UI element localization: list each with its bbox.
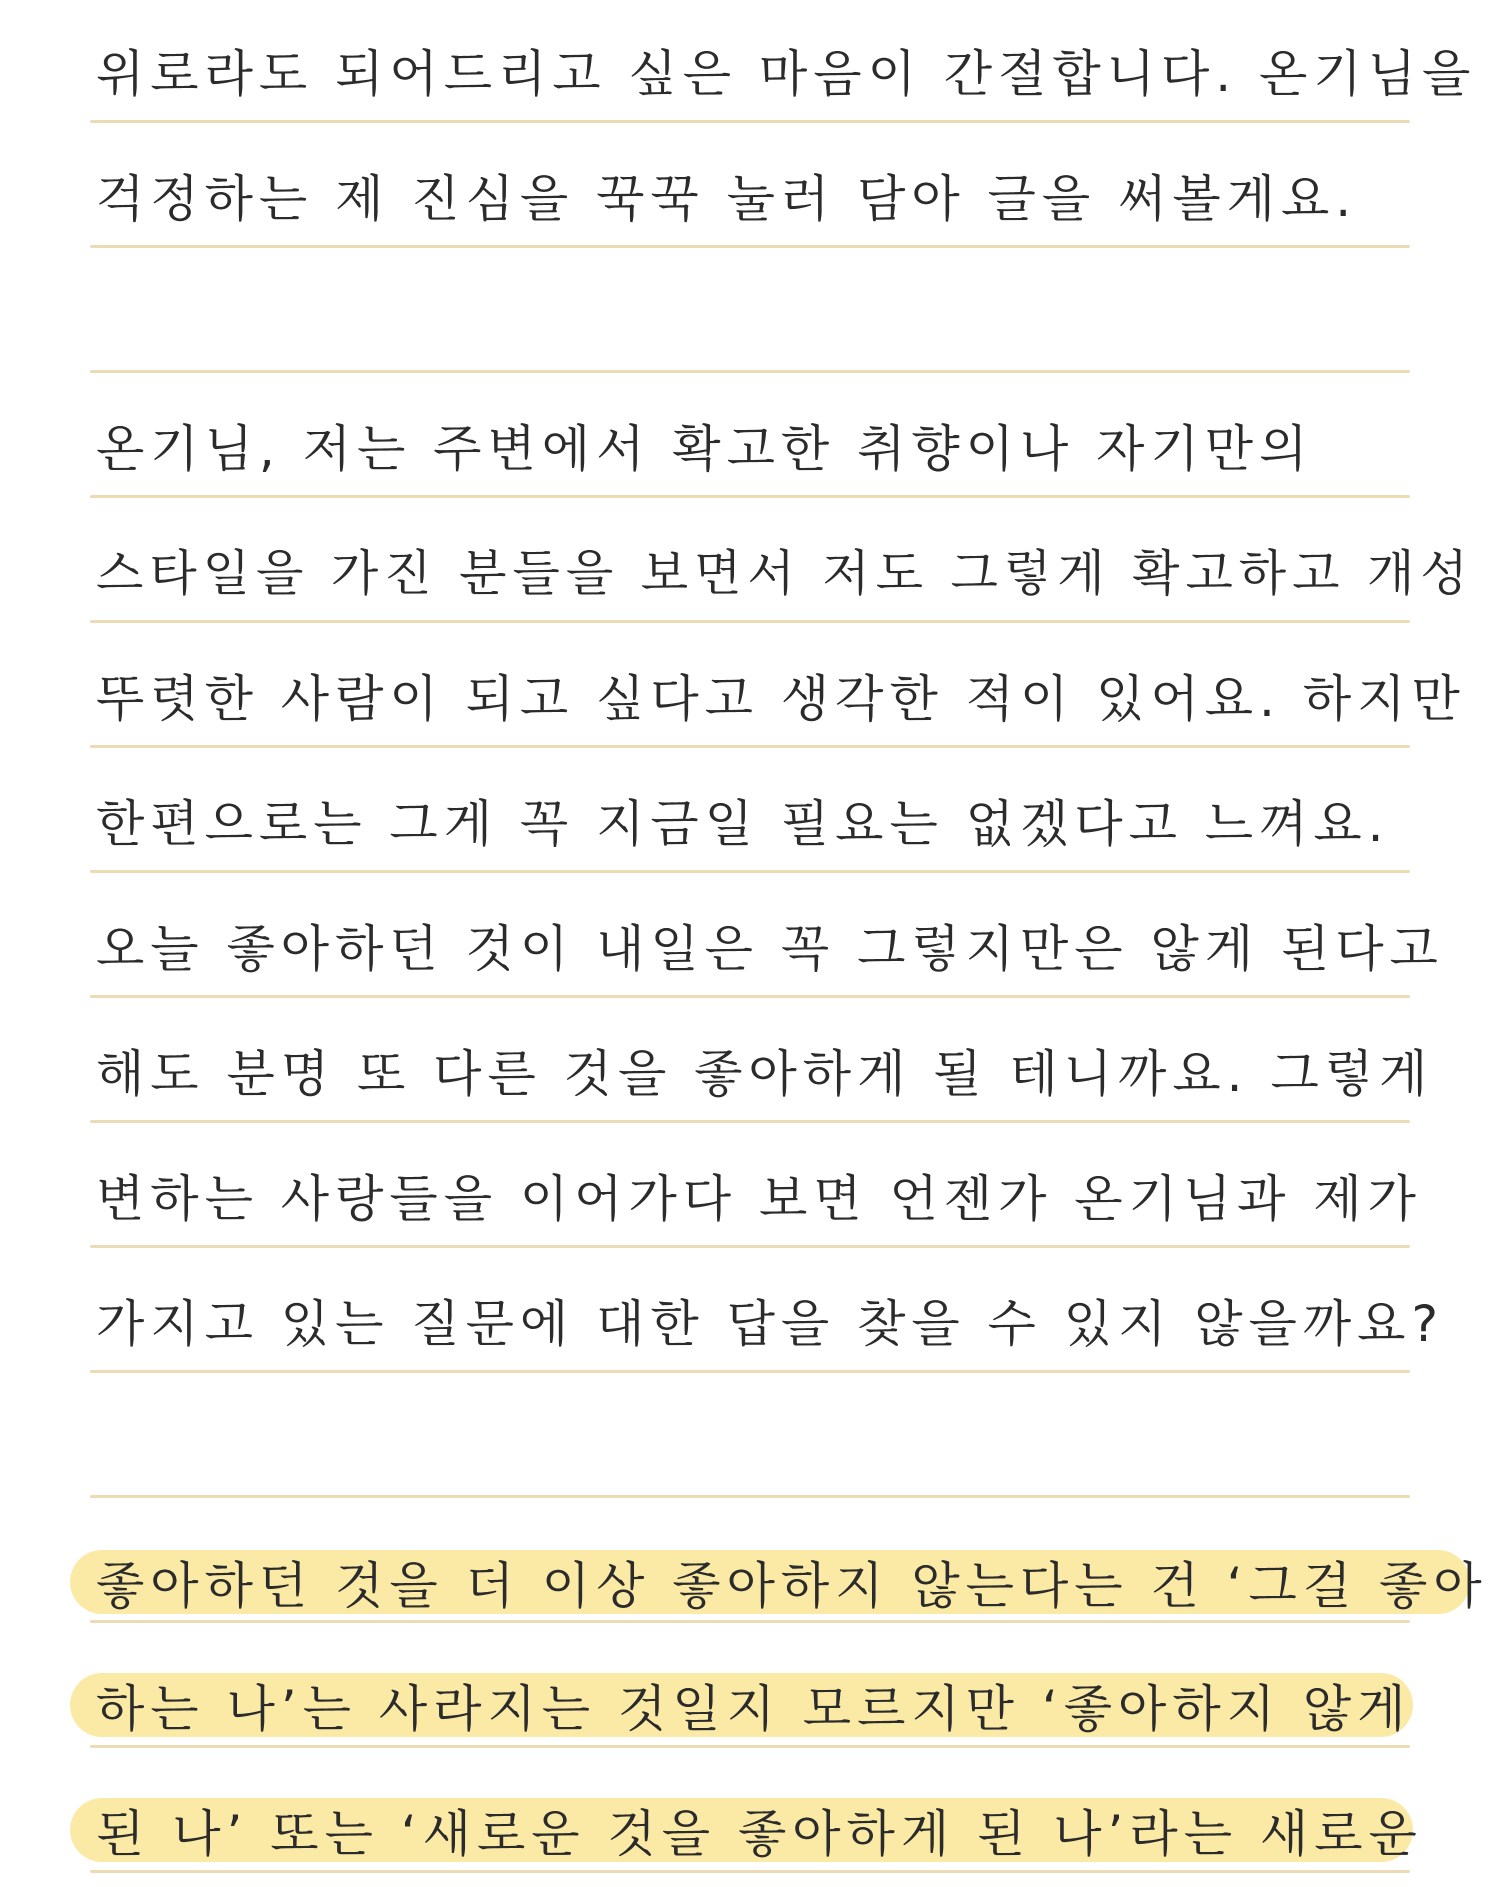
- ruled-line: [90, 1370, 1410, 1373]
- ruled-line: [90, 245, 1410, 248]
- ruled-line: [90, 120, 1410, 123]
- ruled-line: [90, 995, 1410, 998]
- letter-line: 하는 나’는 사라지는 것일지 모르지만 ‘좋아하지 않게: [96, 1680, 1412, 1738]
- letter-line: 된 나’ 또는 ‘새로운 것을 좋아하게 된 나’라는 새로운: [96, 1805, 1423, 1863]
- letter-line: 변하는 사랑들을 이어가다 보면 언젠가 온기님과 제가: [96, 1170, 1422, 1228]
- ruled-line: [90, 1495, 1410, 1498]
- ruled-line: [90, 1120, 1410, 1123]
- ruled-line: [90, 370, 1410, 373]
- ruled-line: [90, 1245, 1410, 1248]
- letter-line: 한편으로는 그게 꼭 지금일 필요는 없겠다고 느껴요.: [96, 795, 1390, 853]
- letter-line: 온기님, 저는 주변에서 확고한 취향이나 자기만의: [96, 420, 1314, 478]
- letter-line: 걱정하는 제 진심을 꾹꾹 눌러 담아 글을 써볼게요.: [96, 170, 1358, 228]
- ruled-line: [90, 745, 1410, 748]
- letter-line: 스타일을 가진 분들을 보면서 저도 그렇게 확고하고 개성: [96, 545, 1474, 602]
- letter-line: 좋아하던 것을 더 이상 좋아하지 않는다는 건 ‘그걸 좋아: [96, 1557, 1488, 1615]
- letter-line: 가지고 있는 질문에 대한 답을 찾을 수 있지 않을까요?: [96, 1295, 1444, 1353]
- ruled-line: [90, 495, 1410, 498]
- ruled-line: [90, 620, 1410, 623]
- letter-line: 해도 분명 또 다른 것을 좋아하게 될 테니까요. 그렇게: [96, 1045, 1434, 1103]
- letter-line: 위로라도 되어드리고 싶은 마음이 간절합니다. 온기님을: [96, 45, 1477, 103]
- letter-line: 오늘 좋아하던 것이 내일은 꼭 그렇지만은 않게 된다고: [96, 920, 1444, 978]
- letter-line: 뚜렷한 사람이 되고 싶다고 생각한 적이 있어요. 하지만: [96, 670, 1466, 728]
- ruled-line: [90, 870, 1410, 873]
